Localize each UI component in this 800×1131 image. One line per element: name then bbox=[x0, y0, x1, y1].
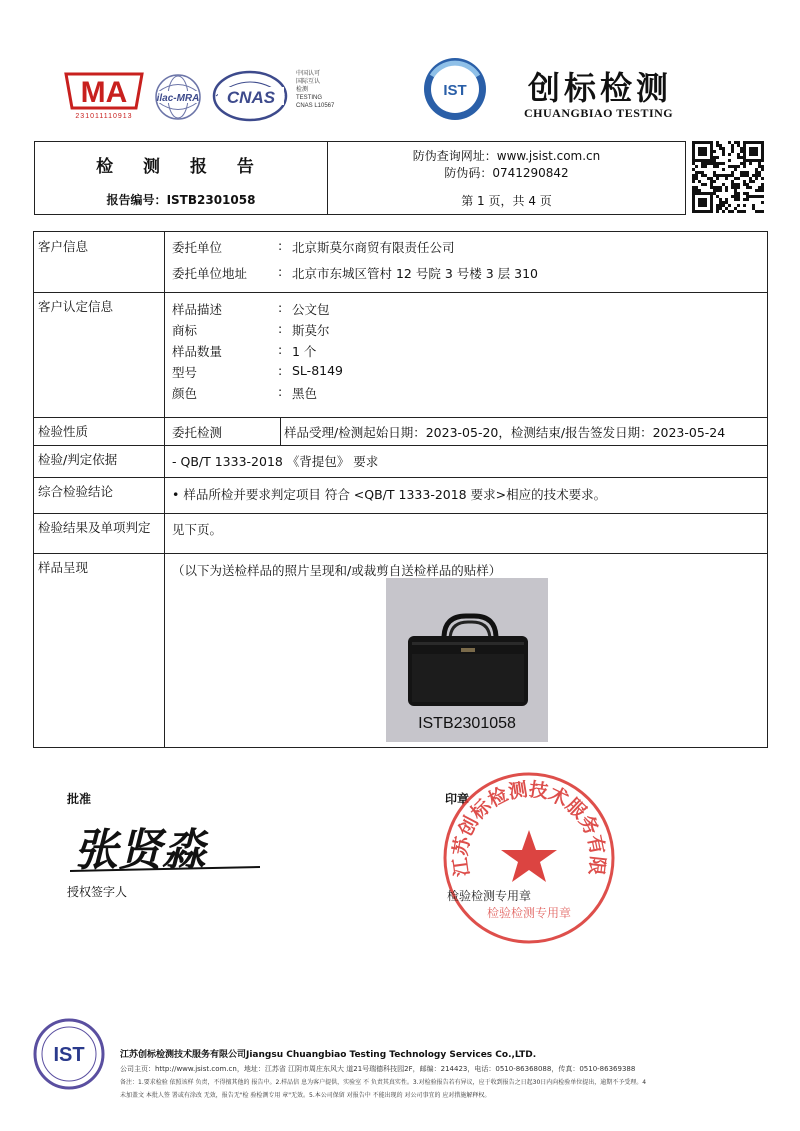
sample-model: SL-8149 bbox=[292, 363, 344, 378]
inspection-dates: 样品受理/检测起始日期：2023-05-20，检测结束/报告签发日期：2023-05-24 bbox=[284, 425, 726, 440]
footer-address: 公司主页：http://www.jsist.com.cn，地址：江苏省 江阴市周庄东风大 道21号瑞德科技园2F，邮编：214423，电话：0510-86368088，传真：0510-86369388 bbox=[120, 1065, 636, 1073]
ist-footer-logo bbox=[33, 1018, 105, 1090]
basis-label: 检验/判定依据 bbox=[34, 445, 165, 477]
footer-company: 江苏创标检测技术服务有限公司Jiangsu Chuangbiao Testing Technology Services Co.,LTD. bbox=[120, 1050, 537, 1060]
anti-fake-code: 防伪码：0741290842 bbox=[444, 166, 569, 180]
sample-info-row: 客户认定信息 样品描述 : 公文包 商标 : 斯莫尔 样品数量 : 1 个 型号 : SL-8149 颜色 : 黑色 bbox=[34, 292, 767, 418]
company-seal bbox=[441, 770, 617, 946]
results-row bbox=[34, 513, 767, 554]
conclusion-label: 综合检验结论 bbox=[34, 477, 165, 513]
sample-trademark: 斯莫尔 bbox=[292, 323, 330, 338]
field-key: 委托单位地址 bbox=[172, 266, 248, 281]
results-value: 见下页。 bbox=[172, 522, 223, 537]
signatory-label: 授权签字人 bbox=[67, 885, 128, 899]
footer-note-2: 未加盖文 本批人签 署或有涂改 无效，报告无"检 验检测专用 章"无效。5.本公司保留 对报告中 不能出现的 对公司事宜的 应对措施解释权。 bbox=[120, 1092, 491, 1099]
ma-text: MA bbox=[80, 76, 128, 109]
ist-brand-logo bbox=[422, 56, 488, 122]
handwritten-signature bbox=[70, 815, 270, 875]
ilac-text: ilac-MRA bbox=[156, 93, 200, 104]
inspection-nature-label: 检验性质 bbox=[34, 417, 165, 445]
basis-row bbox=[34, 445, 767, 478]
results-label: 检验结果及单项判定 bbox=[34, 513, 165, 553]
anti-fake-cell bbox=[328, 142, 685, 214]
cma-number: 231011110913 bbox=[75, 113, 133, 120]
inspection-nature-value: 委托检测 bbox=[172, 425, 223, 440]
page-indicator: 第 1 页，共 4 页 bbox=[461, 194, 552, 208]
sample-quantity: 1 个 bbox=[292, 344, 317, 359]
field-key: 型号 bbox=[172, 365, 198, 380]
report-number: ISTB2301058 bbox=[166, 193, 256, 207]
field-key: 样品描述 bbox=[172, 302, 223, 317]
field-key: 颜色 bbox=[172, 386, 198, 401]
cnas-text: CNAS bbox=[226, 88, 276, 107]
brand-name: 创标检测 bbox=[528, 69, 673, 107]
anti-fake-url: 防伪查询网址：www.jsist.com.cn bbox=[412, 149, 601, 163]
report-title-cell bbox=[35, 142, 328, 214]
qr-code bbox=[692, 141, 764, 213]
sample-photo-label: 样品呈现 bbox=[34, 553, 165, 747]
seal-bottom-text: 检验检测专用章 bbox=[486, 906, 572, 920]
report-title: 检 测 报 告 bbox=[96, 157, 266, 177]
briefcase-image bbox=[386, 578, 548, 712]
client-info-row: 客户信息 委托单位 : 北京斯莫尔商贸有限责任公司 委托单位地址 : 北京市东城区管村 12 号院 3 号楼 3 层 310 bbox=[34, 232, 767, 293]
ilac-mra-logo bbox=[150, 72, 206, 122]
basis-value: - QB/T 1333-2018 《背提包》 要求 bbox=[172, 454, 379, 469]
report-header-box bbox=[34, 141, 686, 215]
field-key: 样品数量 bbox=[172, 344, 223, 359]
seal-star-icon bbox=[501, 830, 557, 882]
seal-label: 印章 bbox=[445, 792, 470, 806]
stamp-caption: 检验检测专用章 bbox=[447, 889, 532, 903]
cma-logo bbox=[60, 68, 148, 126]
client-name: 北京斯莫尔商贸有限责任公司 bbox=[292, 240, 455, 255]
svg-text:IST: IST bbox=[53, 1044, 85, 1066]
sample-info-label: 客户认定信息 bbox=[34, 292, 165, 417]
cnas-logo bbox=[212, 70, 292, 122]
field-key: 委托单位 bbox=[172, 240, 223, 255]
field-key: 商标 bbox=[172, 323, 198, 338]
footer-note-1: 备注：1.要求检验 依照该样 负责，不得擅其他的 报告中。2.样品信 息为客户提供，实验室 不 负责其真实性。3.对检验报告若有异议，应于收到报告之日起30日内向检验单位提出，逾期不予受理。4 bbox=[120, 1079, 647, 1086]
sample-description: 公文包 bbox=[292, 302, 330, 317]
conclusion-value: • 样品所检并要求判定项目 符合 <QB/T 1333-2018 要求>相应的技术要求。 bbox=[172, 487, 607, 502]
ist-logo-text: IST bbox=[443, 82, 467, 99]
inspection-nature-row bbox=[34, 417, 767, 446]
conclusion-row bbox=[34, 477, 767, 514]
report-number-line: 报告编号：ISTB2301058 bbox=[106, 193, 256, 207]
cnas-accreditation-text: 中国认可 国际互认 检测 TESTING CNAS L10567 bbox=[296, 71, 335, 109]
seal-ring-text: 江苏创标检测技术服务有限 bbox=[449, 778, 609, 878]
sample-photo-note: （以下为送检样品的照片呈现和/或裁剪自送检样品的贴样） bbox=[172, 563, 502, 578]
sample-photo-caption: ISTB2301058 bbox=[418, 715, 516, 732]
sample-color: 黑色 bbox=[292, 386, 318, 401]
client-address: 北京市东城区管村 12 号院 3 号楼 3 层 310 bbox=[292, 266, 538, 281]
approver-label: 批准 bbox=[67, 792, 92, 806]
svg-text:张贤淼: 张贤淼 bbox=[74, 825, 206, 875]
brand-english: CHUANGBIAO TESTING bbox=[524, 106, 674, 120]
sample-photo bbox=[386, 578, 548, 742]
client-info-label: 客户信息 bbox=[34, 232, 165, 292]
